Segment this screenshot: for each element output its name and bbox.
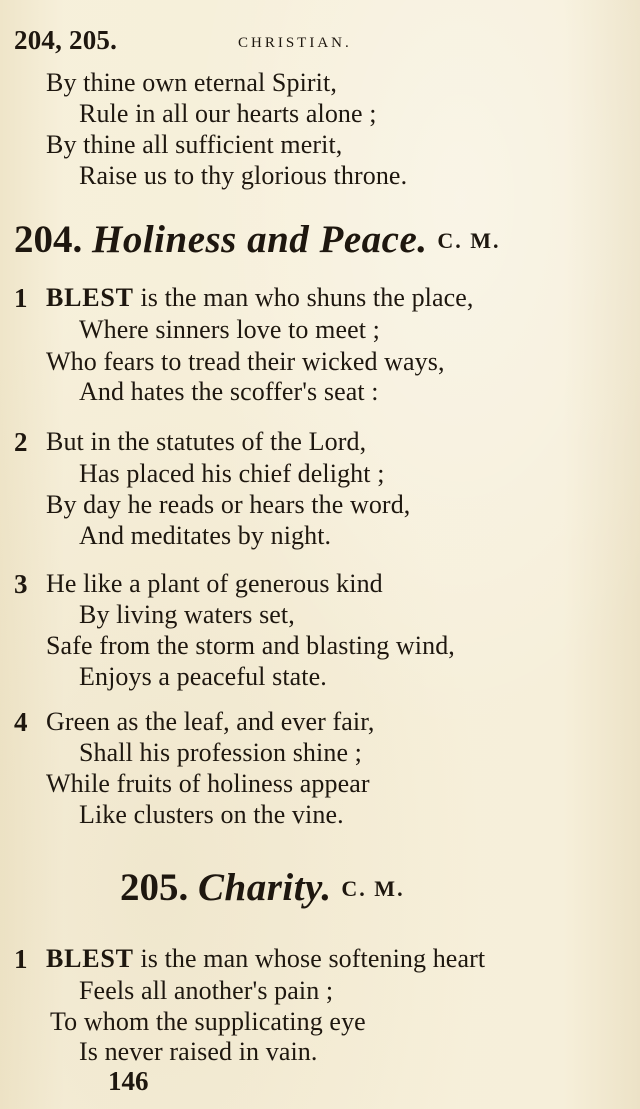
verse-line: And meditates by night. [79, 521, 332, 550]
hymn-meter: C. M. [341, 876, 405, 901]
verse-line: He like a plant of generous kind [46, 569, 383, 598]
stanza-number: 3 [14, 569, 28, 599]
verse-line: Is never raised in vain. [79, 1037, 318, 1066]
verse-line: While fruits of holiness appear [46, 769, 370, 798]
stanza-number: 1 [14, 283, 28, 313]
verse-line [46, 283, 474, 313]
running-head-title: CHRISTIAN. [238, 35, 352, 51]
hymn-title: Holiness and Peace. [92, 218, 428, 261]
hymn-title: Charity. [198, 866, 332, 909]
verse-line: By living waters set, [79, 600, 295, 629]
verse-line: Like clusters on the vine. [79, 800, 344, 829]
hymn-205-heading [120, 866, 405, 911]
verse-line: Green as the leaf, and ever fair, [46, 707, 375, 736]
stanza-number: 1 [14, 944, 28, 974]
verse-line: To whom the supplicating eye [50, 1007, 366, 1036]
hymn-meter: C. M. [437, 228, 501, 253]
hymn-number: 205. [120, 866, 189, 909]
running-head [14, 25, 574, 59]
verse-line: Shall his profession shine ; [79, 738, 363, 767]
verse-line-text: is the man whose softening heart [140, 944, 486, 973]
verse-line: Has placed his chief delight ; [79, 459, 385, 488]
hymn-204-heading [14, 218, 500, 263]
verse-line: By thine all sufficient merit, [46, 130, 343, 159]
verse-line [46, 944, 485, 974]
verse-line: Where sinners love to meet ; [79, 315, 380, 344]
verse-line: Feels all another's pain ; [79, 976, 334, 1005]
verse-line: Enjoys a peaceful state. [79, 662, 327, 691]
verse-line-text: is the man who shuns the place, [140, 283, 474, 312]
running-head-hymn-numbers: 204, 205. [14, 25, 118, 55]
verse-line: Who fears to tread their wicked ways, [46, 347, 445, 376]
verse-line: Safe from the storm and blasting wind, [46, 631, 455, 660]
verse-line: Raise us to thy glorious throne. [79, 161, 408, 190]
hymn-number: 204. [14, 218, 83, 261]
page-number: 146 [108, 1066, 149, 1096]
verse-line: Rule in all our hearts alone ; [79, 99, 377, 128]
verse-line: By thine own eternal Spirit, [46, 68, 337, 97]
verse-line: By day he reads or hears the word, [46, 490, 411, 519]
stanza-first-word: BLEST [46, 283, 134, 312]
verse-line: But in the statutes of the Lord, [46, 427, 367, 456]
stanza-number: 4 [14, 707, 28, 737]
stanza-first-word: BLEST [46, 944, 134, 973]
stanza-number: 2 [14, 427, 28, 457]
verse-line: And hates the scoffer's seat : [79, 377, 379, 406]
